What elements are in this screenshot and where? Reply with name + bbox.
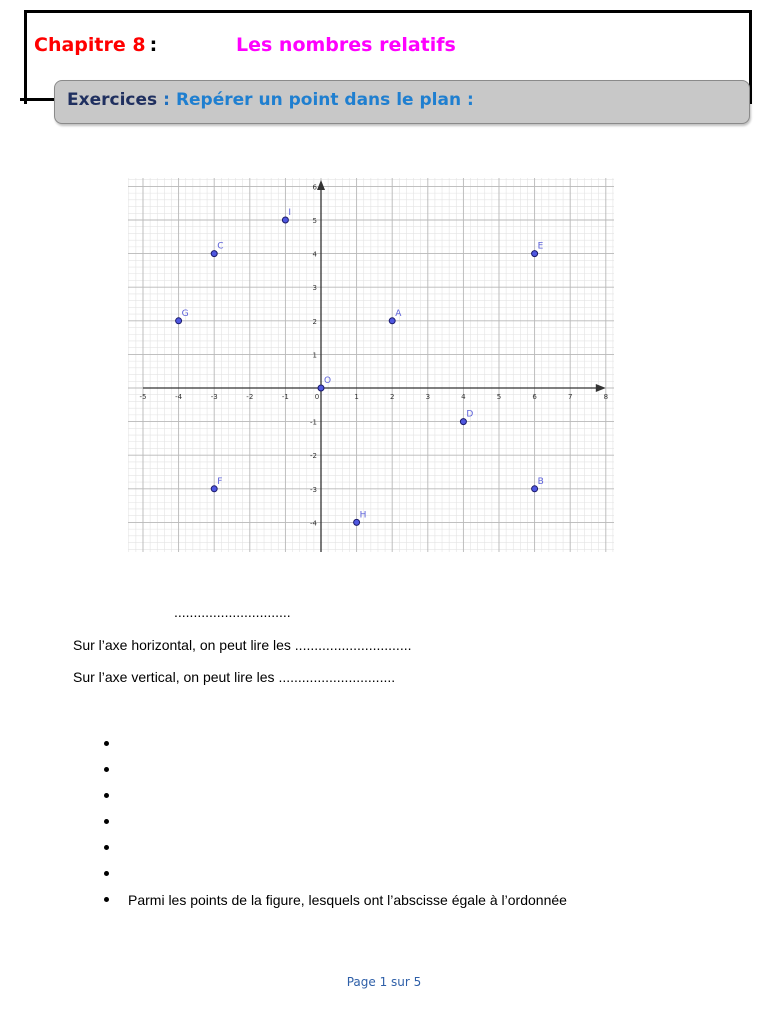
x-tick-label: 2 [389, 393, 395, 401]
points [176, 208, 544, 528]
horizontal-axis-dots: .............................. [294, 637, 412, 653]
page-footer: Page 1 sur 5 [346, 975, 422, 989]
vertical-axis-prefix: Sur l’axe vertical, on peut lire les [73, 669, 279, 685]
question-item [104, 786, 567, 812]
question-item [104, 812, 567, 838]
y-tick-label: 2 [312, 317, 317, 326]
question-item [104, 864, 567, 890]
y-tick-label: -2 [310, 452, 317, 461]
question-item [104, 838, 567, 864]
point-label-f: F [217, 476, 223, 487]
point-label-h: H [359, 510, 367, 521]
y-tick-label: 6 [312, 183, 317, 192]
point-label-e: E [537, 241, 544, 252]
question-list [104, 734, 567, 916]
x-tick-label: -5 [139, 393, 147, 401]
point-label-b: B [537, 476, 544, 487]
y-tick-label: 4 [312, 250, 317, 259]
bullet-icon [104, 845, 109, 850]
bullet-icon [104, 793, 109, 798]
x-tick-label: 4 [461, 393, 466, 401]
question-text: Parmi les points de la figure, lesquels ont l’abscisse égale à l’ordonnée [128, 892, 567, 908]
bullet-icon [104, 767, 109, 772]
x-tick-label: 0 [314, 393, 320, 401]
blank-dots-line: .............................. [174, 604, 291, 620]
exercise-heading [67, 90, 474, 110]
question-item [104, 734, 567, 760]
bullet-icon [104, 819, 109, 824]
x-tick-label: 7 [567, 393, 573, 401]
header-frame-corner [20, 98, 56, 101]
chapter-subject: Les nombres relatifs [236, 34, 456, 56]
tick-labels [140, 183, 609, 527]
exercise-banner [54, 80, 750, 124]
axes [143, 180, 609, 552]
bullet-icon [104, 897, 109, 902]
vertical-axis-dots: .............................. [278, 669, 396, 685]
x-tick-label: -4 [175, 393, 183, 401]
x-tick-label: 1 [354, 393, 359, 401]
point-label-d: D [466, 409, 474, 420]
point-label-g: G [181, 308, 189, 319]
y-tick-label: -1 [310, 418, 317, 427]
x-axis-arrow-icon [596, 384, 606, 392]
chapter-colon: : [149, 34, 158, 56]
y-tick-label: 5 [312, 217, 317, 225]
point-label-a: A [395, 308, 402, 319]
point-label-o: O [324, 376, 332, 386]
y-tick-label: 3 [312, 284, 317, 293]
x-tick-label: -1 [281, 393, 289, 401]
question-item [104, 760, 567, 786]
point-label-i: I [288, 208, 292, 218]
horizontal-axis-sentence [73, 637, 412, 653]
coordinate-plane-chart [128, 178, 614, 552]
exercise-topic: Repérer un point dans le plan : [175, 90, 474, 110]
exercise-colon: : [163, 90, 170, 110]
y-tick-label: -4 [310, 519, 317, 528]
x-tick-label: 5 [496, 393, 502, 401]
y-tick-label: 1 [312, 351, 317, 360]
x-tick-label: 6 [532, 393, 537, 401]
horizontal-axis-prefix: Sur l’axe horizontal, on peut lire les [73, 637, 295, 653]
x-tick-label: 3 [425, 393, 431, 401]
chapter-title [34, 34, 456, 56]
y-tick-label: -3 [310, 485, 317, 494]
point-label-c: C [217, 241, 224, 252]
bullet-icon [104, 741, 109, 746]
exercise-label: Exercices [67, 90, 158, 110]
x-tick-label: 8 [603, 393, 609, 401]
question-item [104, 890, 567, 916]
x-tick-label: -3 [210, 393, 218, 401]
y-axis-arrow-icon [317, 180, 325, 190]
vertical-axis-sentence [73, 669, 395, 685]
chapter-label: Chapitre 8 [34, 34, 146, 56]
x-tick-label: -2 [246, 393, 254, 401]
bullet-icon [104, 871, 109, 876]
minor-grid [128, 178, 614, 552]
